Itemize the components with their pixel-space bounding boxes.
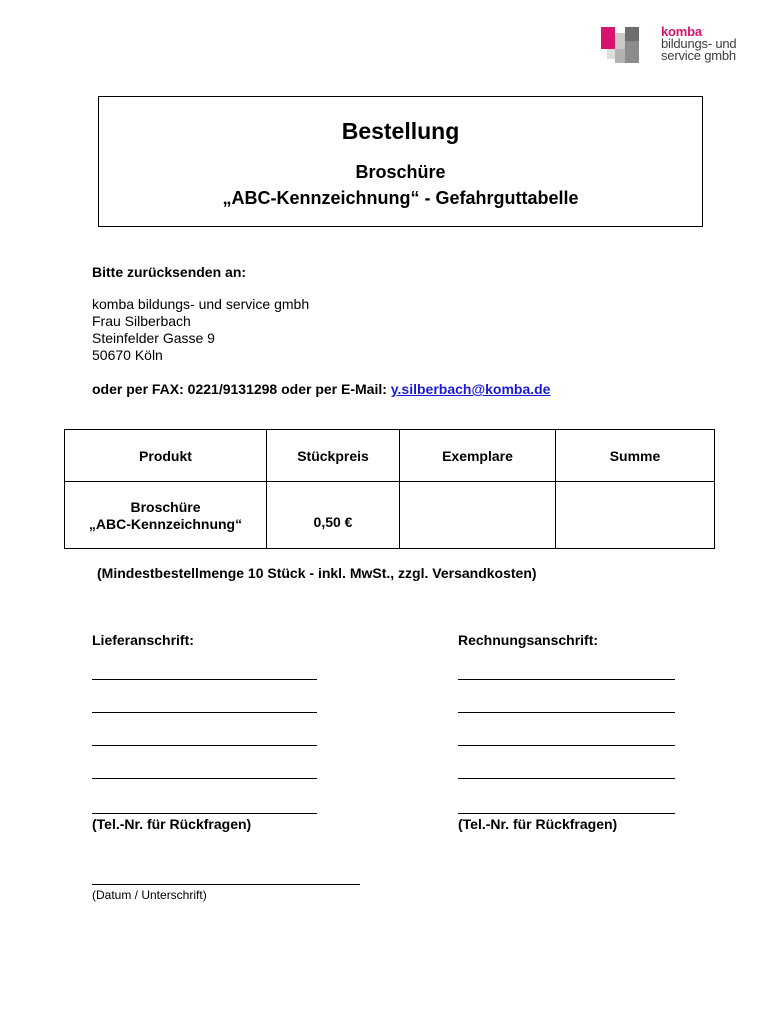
billing-phone-line[interactable] [458,813,675,814]
delivery-line-4[interactable] [92,778,317,779]
return-label: Bitte zurücksenden an: [92,264,247,280]
fax-text: oder per FAX: 0221/9131298 oder per E-Mail: [92,381,391,397]
logo-line-3: service gmbh [661,48,736,63]
cell-sum-field[interactable] [556,482,715,549]
subtitle-line-2: „ABC-Kennzeichnung“ - Gefahrguttabelle [222,188,579,208]
order-table [64,429,715,549]
logo-text [661,26,736,62]
billing-label: Rechnungsanschrift: [458,632,599,648]
delivery-line-2[interactable] [92,712,317,713]
signature-label: (Datum / Unterschrift) [92,888,207,902]
product-line-2: „ABC-Kennzeichnung“ [88,516,243,532]
minimum-order-note: (Mindestbestellmenge 10 Stück - inkl. MwSt., zzgl. Versandkosten) [97,565,537,581]
email-link[interactable]: y.silberbach@komba.de [390,381,551,397]
page-title: Bestellung [341,118,460,144]
cell-product [65,482,267,549]
address-line-1: komba bildungs- und service gmbh [92,296,310,312]
subtitle-line-1: Broschüre [355,162,446,182]
cell-price [267,482,400,549]
billing-line-1[interactable] [458,679,675,680]
logo-mark-icon [601,27,653,65]
billing-phone-label: (Tel.-Nr. für Rückfragen) [458,816,618,832]
delivery-phone-line[interactable] [92,813,317,814]
header-sum: Summe [556,430,715,482]
billing-line-3[interactable] [458,745,675,746]
company-logo [601,24,751,65]
signature-line[interactable] [92,884,360,885]
logo-line-2: bildungs- und [661,36,737,51]
product-line-1: Broschüre [130,499,201,515]
logo-line-1: komba [661,24,702,39]
header-product: Produkt [65,430,267,482]
delivery-phone-label: (Tel.-Nr. für Rückfragen) [92,816,252,832]
delivery-line-1[interactable] [92,679,317,680]
address-line-4: 50670 Köln [92,347,163,363]
fax-email-line [92,381,550,397]
title-box [98,96,703,227]
price-value: 0,50 € [313,514,353,530]
address-line-3: Steinfelder Gasse 9 [92,330,215,346]
delivery-line-3[interactable] [92,745,317,746]
table-row [65,482,715,549]
header-copies: Exemplare [400,430,556,482]
cell-copies-field[interactable] [400,482,556,549]
address-line-2: Frau Silberbach [92,313,191,329]
table-header-row [65,430,715,482]
header-unit-price: Stückpreis [267,430,400,482]
delivery-label: Lieferanschrift: [92,632,194,648]
billing-line-4[interactable] [458,778,675,779]
billing-line-2[interactable] [458,712,675,713]
